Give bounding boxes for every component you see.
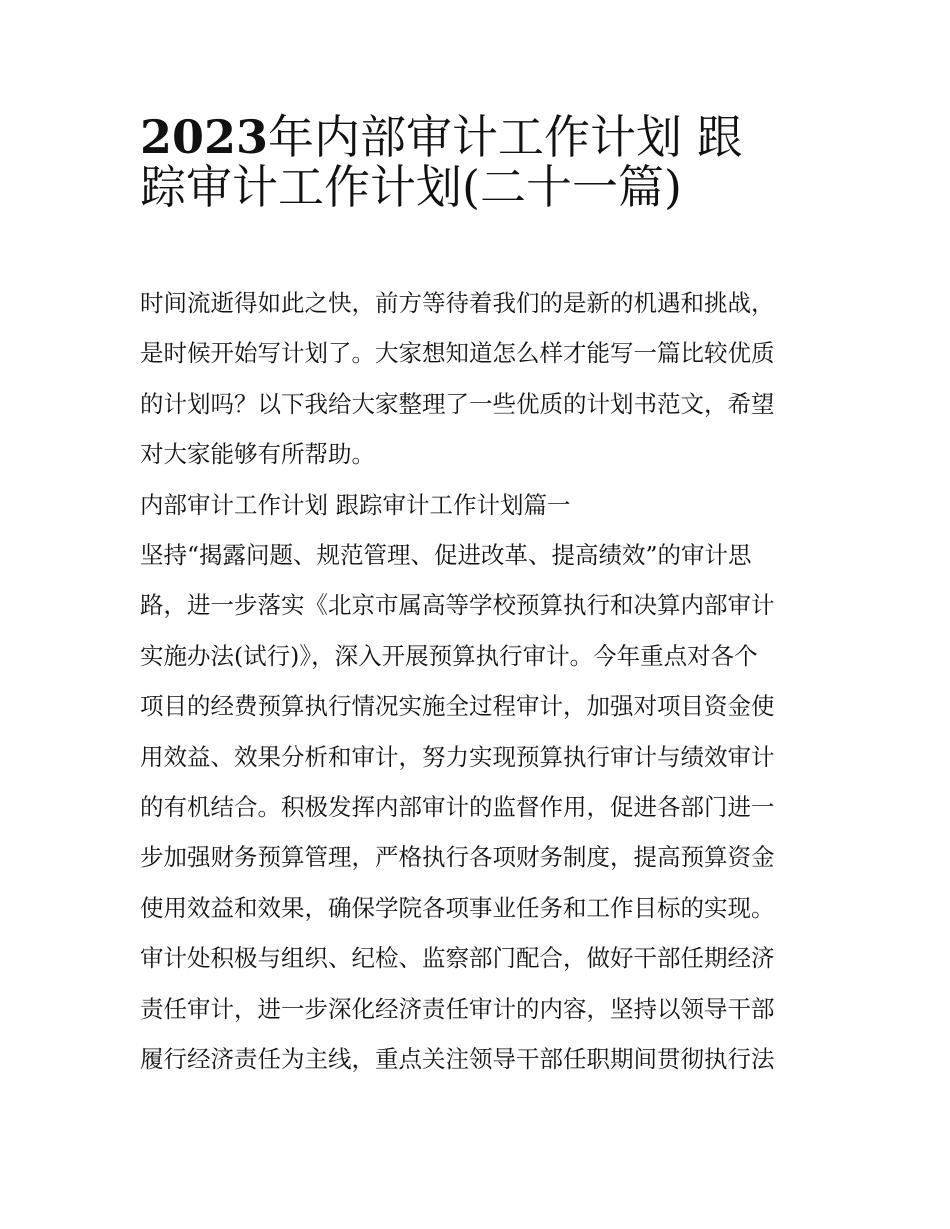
- intro-line: 是时候开始写计划了。大家想知道怎么样才能写一篇比较优质: [140, 339, 775, 368]
- document-title: [140, 112, 830, 213]
- title-line-2: 踪审计工作计划(二十一篇): [140, 160, 682, 215]
- paragraph-line: 项目的经费预算执行情况实施全过程审计，加强对项目资金使: [140, 692, 775, 721]
- intro-line: 的计划吗？以下我给大家整理了一些优质的计划书范文，希望: [140, 389, 775, 418]
- paragraph-line: 审计处积极与组织、纪检、监察部门配合，做好干部任期经济: [140, 944, 775, 973]
- title-year: 2023: [140, 110, 269, 164]
- paragraph-line: 履行经济责任为主线，重点关注领导干部任职期间贯彻执行法: [140, 1044, 775, 1073]
- paragraph-line: 用效益、效果分析和审计，努力实现预算执行审计与绩效审计: [140, 742, 775, 771]
- section-paragraph: [140, 530, 820, 1084]
- paragraph-line: 责任审计，进一步深化经济责任审计的内容，坚持以领导干部: [140, 994, 775, 1023]
- section-heading: 内部审计工作计划 跟踪审计工作计划篇一: [140, 491, 571, 519]
- title-line-1: [140, 112, 830, 162]
- title-line-1-text: 年内部审计工作计划 跟: [268, 110, 743, 164]
- paragraph-line: 的有机结合。积极发挥内部审计的监督作用，促进各部门进一: [140, 792, 775, 821]
- paragraph-line: 使用效益和效果，确保学院各项事业任务和工作目标的实现。: [140, 893, 775, 922]
- paragraph-line: 路，进一步落实《北京市属高等学校预算执行和决算内部审计: [140, 591, 775, 620]
- intro-line: 对大家能够有所帮助。: [140, 440, 375, 469]
- paragraph-line: 实施办法(试行)》，深入开展预算执行审计。今年重点对各个: [140, 641, 758, 670]
- intro-paragraph: [140, 278, 820, 480]
- paragraph-line: 坚持“揭露问题、规范管理、促进改革、提高绩效”的审计思: [140, 541, 752, 569]
- intro-line: 时间流逝得如此之快，前方等待着我们的是新的机遇和挑战，: [140, 289, 775, 317]
- paragraph-line: 步加强财务预算管理，严格执行各项财务制度，提高预算资金: [140, 843, 775, 872]
